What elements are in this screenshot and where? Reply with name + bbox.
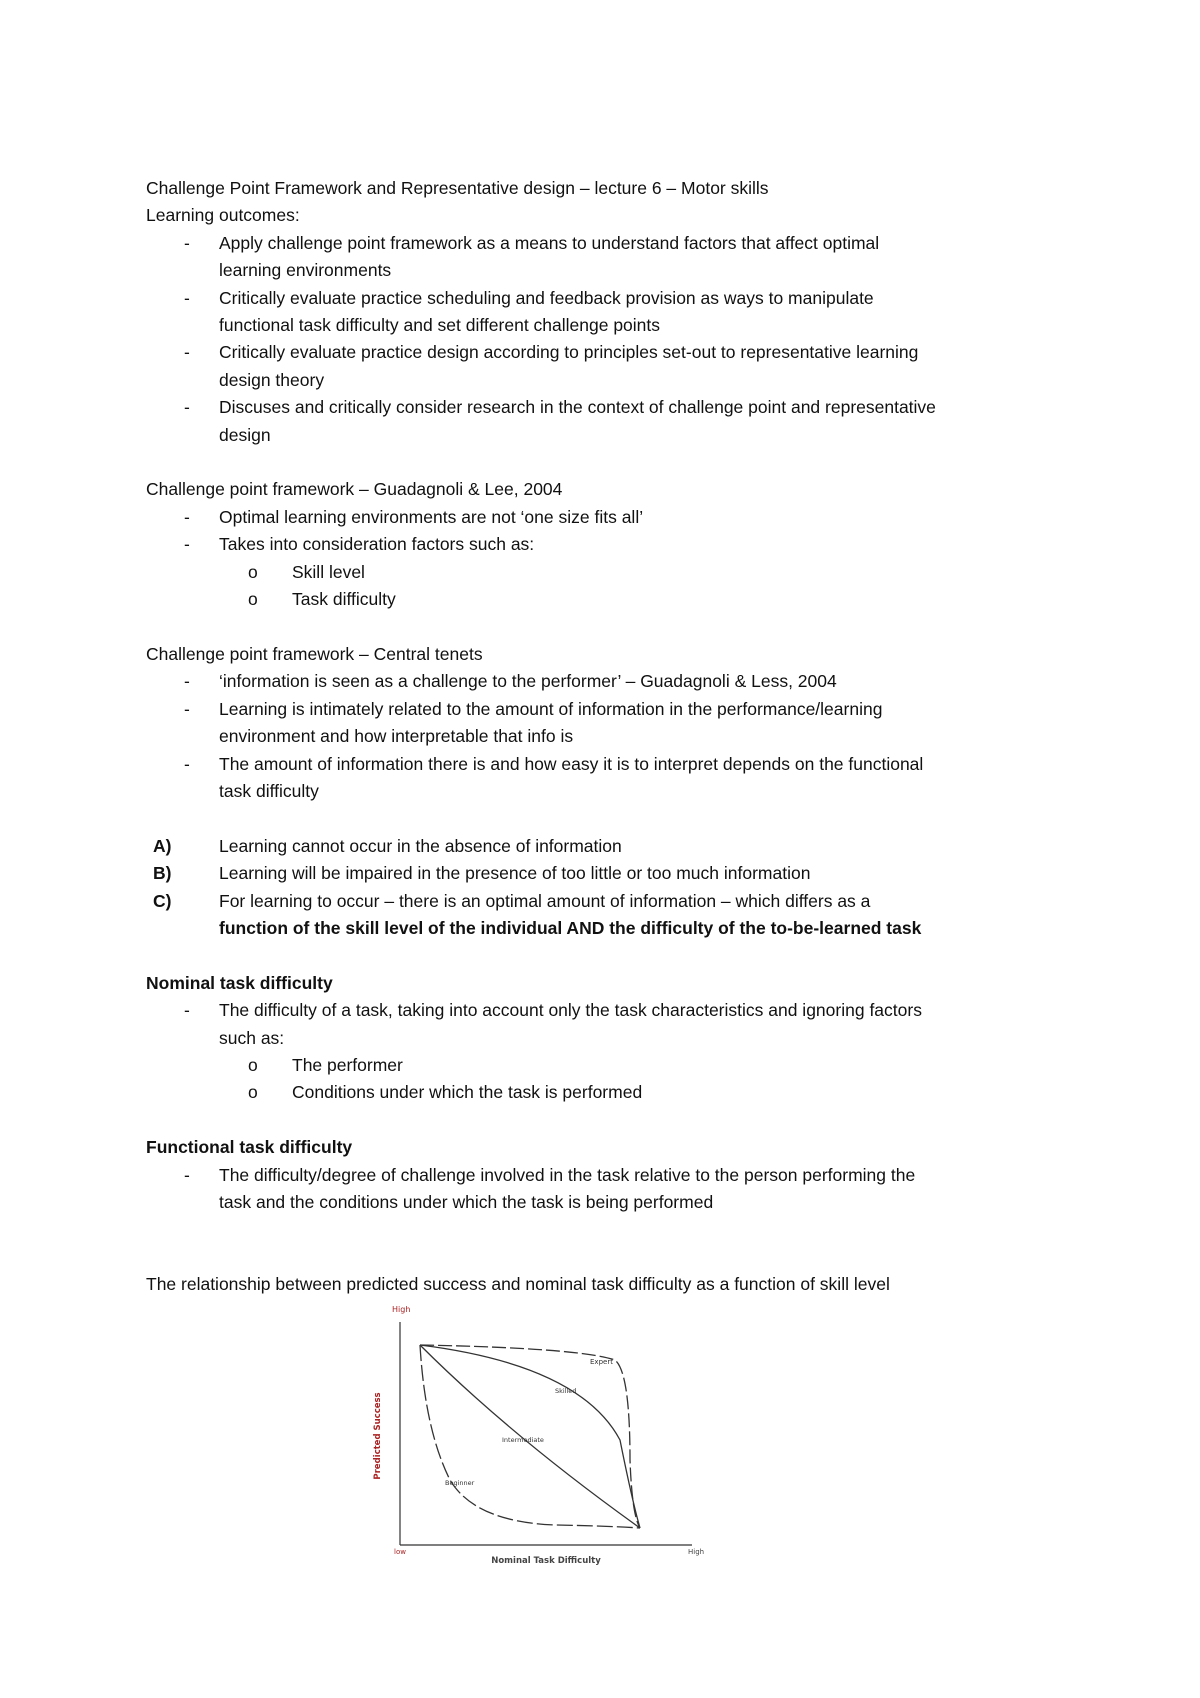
list-item-text: design theory xyxy=(219,369,325,390)
list-item-text: Critically evaluate practice design according to principles set-out to representative learning xyxy=(219,342,919,363)
list-item-text: Optimal learning environments are not ‘one size fits all’ xyxy=(219,506,644,527)
section-heading: Functional task difficulty xyxy=(146,1137,353,1158)
x-axis-high-label: High xyxy=(688,1548,705,1556)
lettered-item-b xyxy=(146,860,1096,887)
section-heading: Challenge point framework – Central tenets xyxy=(146,643,483,664)
list-item xyxy=(146,751,1096,806)
x-axis-label: Nominal Task Difficulty xyxy=(491,1556,601,1566)
dash-marker: - xyxy=(184,397,190,418)
list-item xyxy=(146,997,1096,1052)
list-item-text: environment and how interpretable that info is xyxy=(219,726,574,747)
list-item-text: task and the conditions under which the task is being performed xyxy=(219,1191,714,1212)
list-item xyxy=(146,339,1096,394)
dash-marker: - xyxy=(184,1164,190,1185)
sub-list-item-text: The performer xyxy=(292,1054,403,1075)
circle-marker: o xyxy=(248,589,258,610)
sub-list-item-text: Skill level xyxy=(292,561,365,582)
list-item xyxy=(146,285,1096,340)
dash-marker: - xyxy=(184,342,190,363)
lettered-item-c xyxy=(146,888,1096,943)
sub-list-item-text: Conditions under which the task is performed xyxy=(292,1082,643,1103)
list-item xyxy=(146,1162,1096,1217)
series-label-skilled: Skilled xyxy=(555,1387,577,1395)
figure-caption: The relationship between predicted success and nominal task difficulty as a function of skill level xyxy=(146,1274,890,1295)
dash-marker: - xyxy=(184,698,190,719)
series-label-beginner: Beginner xyxy=(445,1479,475,1487)
list-item-text: Discuses and critically consider research in the context of challenge point and representative xyxy=(219,397,936,418)
letter-marker: C) xyxy=(153,890,172,911)
list-item-text: Takes into consideration factors such as: xyxy=(219,534,535,555)
dash-marker: - xyxy=(184,534,190,555)
list-item-text: ‘information is seen as a challenge to the performer’ – Guadagnoli & Less, 2004 xyxy=(219,671,837,692)
list-item-text: learning environments xyxy=(219,260,392,281)
lettered-item-text: Learning cannot occur in the absence of information xyxy=(219,835,622,856)
list-item-text: such as: xyxy=(219,1027,285,1048)
sub-list-item xyxy=(146,559,1096,586)
sub-list-item-text: Task difficulty xyxy=(292,589,396,610)
document-title: Challenge Point Framework and Representative design – lecture 6 – Motor skills xyxy=(146,178,769,198)
list-item xyxy=(146,394,1096,449)
circle-marker: o xyxy=(248,1054,258,1075)
x-axis-low-label: low xyxy=(394,1548,406,1556)
list-item xyxy=(146,504,1096,531)
dash-marker: - xyxy=(184,506,190,527)
letter-marker: A) xyxy=(153,835,172,856)
list-item xyxy=(146,668,1096,695)
list-item-text: The difficulty of a task, taking into account only the task characteristics and ignoring factors xyxy=(219,1000,922,1021)
lettered-item-text: Learning will be impaired in the presence of too little or too much information xyxy=(219,863,811,884)
list-item-text: design xyxy=(219,424,271,445)
list-item-text: functional task difficulty and set different challenge points xyxy=(219,315,661,336)
list-item-text: Apply challenge point framework as a means to understand factors that affect optimal xyxy=(219,232,880,253)
learning-outcomes-heading: Learning outcomes: xyxy=(146,205,300,226)
section-heading: Challenge point framework – Guadagnoli & Lee, 2004 xyxy=(146,479,563,500)
y-axis-high-label: High xyxy=(392,1305,411,1314)
sub-list-item xyxy=(146,586,1096,613)
section-heading: Nominal task difficulty xyxy=(146,972,333,993)
dash-marker: - xyxy=(184,287,190,308)
document-body xyxy=(146,175,1096,1299)
list-item-text: Learning is intimately related to the amount of information in the performance/learning xyxy=(219,698,883,719)
sub-list-item xyxy=(146,1052,1096,1079)
series-label-intermediate: Intermediate xyxy=(502,1436,544,1444)
dash-marker: - xyxy=(184,1000,190,1021)
dash-marker: - xyxy=(184,671,190,692)
series-label-expert: Expert xyxy=(590,1358,613,1366)
list-item-text: Critically evaluate practice scheduling and feedback provision as ways to manipulate xyxy=(219,287,874,308)
skill-level-chart xyxy=(370,1300,710,1580)
list-item xyxy=(146,230,1096,285)
sub-list-item xyxy=(146,1079,1096,1106)
letter-marker: B) xyxy=(153,863,172,884)
list-item xyxy=(146,531,1096,558)
lettered-item-a xyxy=(146,833,1096,860)
dash-marker: - xyxy=(184,753,190,774)
list-item-text: task difficulty xyxy=(219,780,319,801)
circle-marker: o xyxy=(248,561,258,582)
lettered-item-text: For learning to occur – there is an optimal amount of information – which differs as a xyxy=(219,890,871,911)
list-item-text: The amount of information there is and how easy it is to interpret depends on the functional xyxy=(219,753,924,774)
circle-marker: o xyxy=(248,1082,258,1103)
lettered-item-text-bold: function of the skill level of the individual AND the difficulty of the to-be-learned task xyxy=(219,917,922,938)
list-item-text: The difficulty/degree of challenge involved in the task relative to the person performing the xyxy=(219,1164,916,1185)
dash-marker: - xyxy=(184,232,190,253)
y-axis-label: Predicted Success xyxy=(373,1392,383,1480)
list-item xyxy=(146,696,1096,751)
